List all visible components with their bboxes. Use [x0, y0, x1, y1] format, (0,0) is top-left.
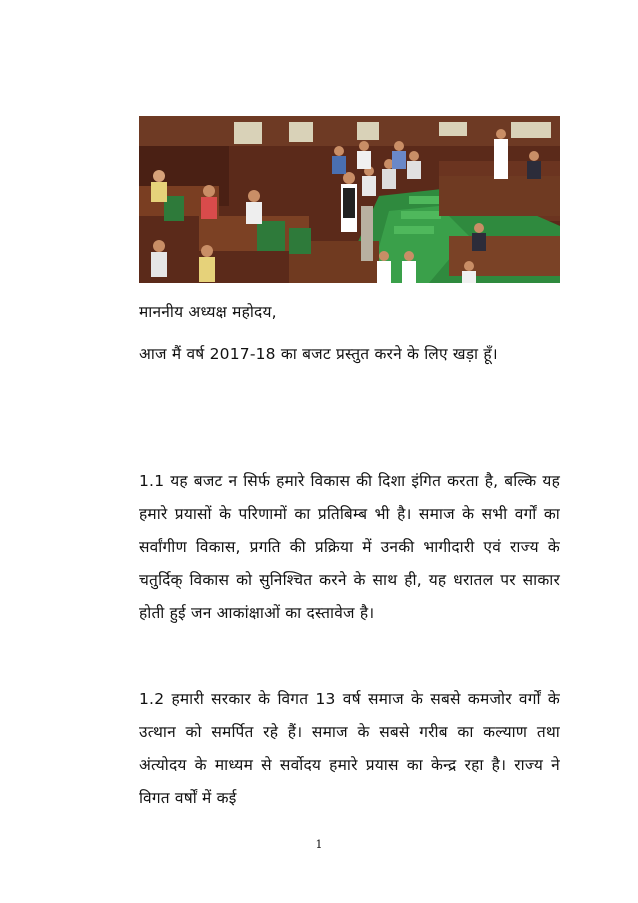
- paragraph-1-2-text: 1.2 हमारी सरकार के विगत 13 वर्ष समाज के सबसे कमजोर वर्गों के उत्थान को समर्पित रहे हैं। समाज के सबसे गरीब का कल्याण तथा अंत्योदय के माध्यम से सर्वोदय हमारे प्रयास का केन्द्र रहा है। राज्य ने विगत वर्षों में कई: [139, 690, 560, 807]
- assembly-photo-icon: [139, 116, 560, 283]
- intro-paragraph: [139, 338, 560, 371]
- paragraph-1-1-text: 1.1 यह बजट न सिर्फ हमारे विकास की दिशा इंगित करता है, बल्कि यह हमारे प्रयासों के परिणामों का प्रतिबिम्ब भी है। समाज के सभी वर्गों का सर्वांगीण विकास, प्रगति की प्रक्रिया में उनकी भागीदारी एवं राज्य के चतुर्दिक् विकास को सुनिश्चित करने के साथ ही, यह धरातल पर साकार होती हुई जन आकांक्षाओं का दस्तावेज है।: [139, 472, 560, 622]
- page-number: 1: [315, 838, 323, 851]
- assembly-photo: [139, 116, 560, 283]
- salutation-text: माननीय अध्यक्ष महोदय,: [139, 303, 277, 321]
- paragraph-1-2: [139, 683, 560, 815]
- intro-text: आज मैं वर्ष 2017-18 का बजट प्रस्तुत करने के लिए खड़ा हूँ।: [139, 345, 498, 363]
- paragraph-1-1: [139, 465, 560, 630]
- salutation: [139, 296, 560, 329]
